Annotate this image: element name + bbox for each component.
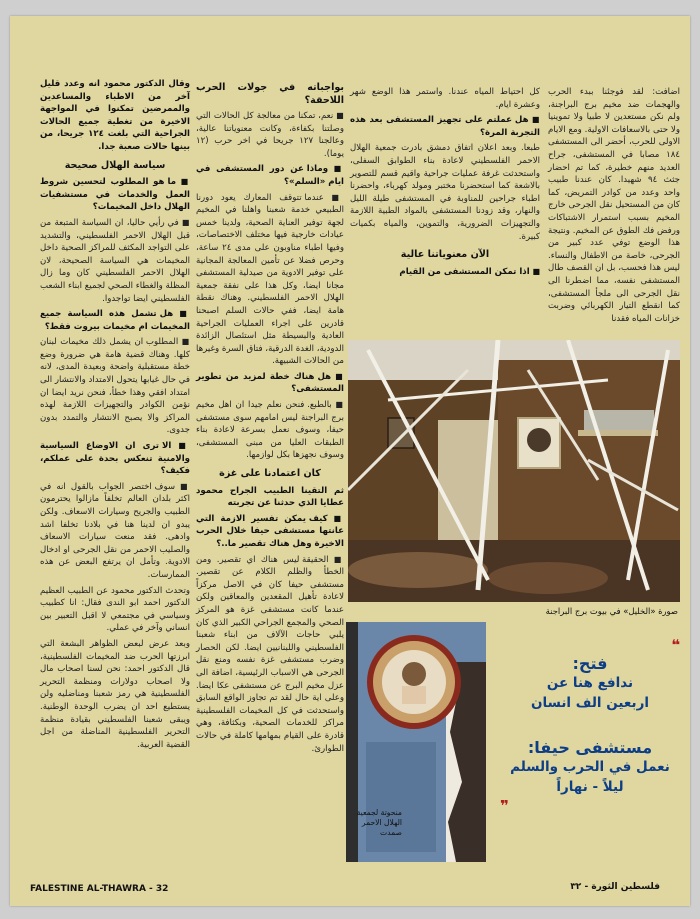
- question-heading: بواجباته في جولات الحرب اللاحقة؟: [196, 82, 344, 106]
- paragraph: اضافت: لقد فوجئنا ببدء الحرب والهجمات ضد مخيم برج البراجنة، ولم نكن مستعدين لا طبيا ولا تموينيا ولا حتى بالاسعافات الاولية. ومع الايام الاولى للحرب، أحضر الى المستشفى ١٨٤ مصابا في المستشفى، جراح العديد منهم خطيرة، كما تم احضار جثث ٩٤ شهيدا. كان عندنا طبيب واحد وعدد من كوادر التمريض، كما كان من المستحيل نقل الجرحى خارج المخيم بسبب استمرار الاشتباكات ورفض فك الطوق عن المخيم. ونتيجة هذا الوضع توفي عدد كبير من الجرحى، خاصة من الاطفال والنساء. ليس هذا فحسب، بل ان القصف طال المستشفى نفسه، مما اضطرنا الى نقل الجرحى الى ملجأ المستشفى، كما انقطع التيار الكهربائي وضربت خزانات المياه فقدنا: [548, 87, 680, 324]
- question: ■ وماذا عن دور المستشفى في ايام «السلم»؟: [196, 164, 345, 187]
- paragraph: ■ عندما تتوقف المعارك يعود دورنا الطبيعي خدمة شعبنا واهلنا في المخيم لجهة توفير العناية الصحية، ولدينا خمس عيادات خارجية فيها مختلف الاختصاصات، وفيها اطباء مناوبون على مدى ٢٤ ساعة، وحرص فضلا عن تأمين المعالجة المجانية على توفير الادوية من صيدلية المستشفى مجانا ايضا، وكل هذا على نفقة جمعية الهلال الاحمر الفلسطيني. وهناك نقطة هامة ايضا، ففي حالات السلم اصبحنا قادرين على اجراء العمليات الجراحية العادية والبسيطة مثل استئصال الزائدة الدودية، الغدة الدرقية، فتاق السرة وغيرها من الحالات الشبيهة.: [196, 192, 345, 367]
- sculpture-caption: منحوتة لجمعية الهلال الاحمر صمدت: [356, 808, 402, 837]
- pull-quote-line: اربعين الف انسان: [531, 695, 649, 711]
- paragraph: ■ في رأيي حاليا، ان السياسة المتبعة من قبل الهلال الاحمر الفلسطيني، والتشديد على التواجد المكثف للمراكز الصحية داخل المخيمات هي السياسة الصحيحة، لان الهلال الاحمر الفلسطيني كان وما زال المظلة والغطاء الصحي لجميع ابناء الشعب الفلسطيني ايضا تواجدوا.: [40, 217, 190, 304]
- article-column-1: [548, 86, 680, 328]
- pull-quote-fatah: [500, 636, 680, 713]
- magazine-page: [10, 16, 690, 906]
- question: ■ كيف يمكن تفسير الازمة التي عانتها مستشفى حيفا خلال الحرب الاخيرة وهل هناك تقصير ما..؟: [196, 513, 345, 549]
- pull-quote-hospital: [500, 738, 680, 815]
- photo-caption: صورة «الخليل» في بيوت برج البراجنة: [545, 606, 678, 616]
- paragraph: وبعد عرض لبعض الظواهر البشعة التي ابرزتها الحرب ضد المخيمات الفلسطينية، قال الدكتور احمد: نحن لسنا اصحاب مال ولا اصحاب دولارات ومنظمة التحرير الفلسطينية هي رمز شعبنا ومناضليه ولن يستطيع احد ان يضرب الوحدة الوطنية. ويبقى شعبنا الفلسطيني بقيادة منظمة التحرير الفلسطينية المناضلة من اجل القضية العربية.: [40, 638, 190, 750]
- question: ■ هل عملتم على تجهيز المستشفى بعد هذه التجربة المرة؟: [350, 115, 540, 138]
- pull-quote-line: ندافع هنا عن: [546, 675, 634, 691]
- subheading: سياسة الهلال صحيحة: [64, 159, 166, 171]
- question: ■ الا ترى ان الاوضاع السياسية والامنية تنعكس بحدة على عملكم، فكيف؟: [40, 441, 190, 477]
- damaged-room-illustration: [348, 340, 680, 602]
- footer-page-label-arabic: فلسطين الثورة - ٣٢: [570, 882, 660, 892]
- question: ■ هل تشمل هذه السياسة جميع المخيمات ام مخيمات بيروت فقط؟: [40, 309, 190, 332]
- quote-mark-icon: ❞: [500, 797, 509, 815]
- pull-quote-line: ليلاً - نهاراً: [556, 779, 624, 795]
- pull-quote-speaker: مستشفى حيفا:: [527, 738, 653, 757]
- question: ■ ما هو المطلوب لتحسين شروط العمل والخدمات في مستشفيات الهلال داخل المخيمات؟: [40, 177, 190, 213]
- subheading: الآن معنوياتنا عالية: [400, 249, 490, 261]
- paragraph: ■ نعم، تمكنا من معالجة كل الحالات التي وصلتنا بكفاءة، وكانت معنوياتنا عالية، وعالجنا ١٢٧ جريحا في اخر حرب (١٢ يوما).: [196, 111, 344, 159]
- pull-quote-line: نعمل في الحرب والسلم: [510, 759, 670, 775]
- paragraph: طبعا. وبعد اعلان اتفاق دمشق بادرت جمعية الهلال الاحمر الفلسطيني لاعادة بناء الطوابق السفلى، واستحدثت غرفة عمليات جراحية واقيم قسم للتصوير بالاشعة كما استحضرنا مختبر ومولد كهرباء، واحضرنا اطباء جراحين للمناوبة في المستشفى طيلة الليل والنهار، وقد زودنا المستشفى بالمواد الطبية اللازمة والتجهيزات الضرورية، والتموين، والمياه بكميات كبيرة.: [350, 143, 540, 242]
- question: ■ اذا تمكن المستشفى من القيام: [399, 266, 540, 277]
- intro-text: ثم التقينا الطبيب الجراح محمود عطايا الذي حدثنا عن تجربته: [196, 485, 344, 509]
- paragraph: كل احتياط المياه عندنا. واستمر هذا الوضع شهر وعشرة ايام.: [350, 87, 540, 110]
- paragraph: ■ سوف اختصر الجواب بالقول انه في اكثر بلدان العالم تخلفاً مازالوا يحترمون الطبيب والجريح وسيارات الاسعاف. ولكن يبدو ان لدينا هنا في بلادنا تخلفا اشد وادهى. فقد منعت سيارات الاسعاف والصليب الاحمر من نقل الجرحى او ادخال الادوية. وتأمل ان يرتفع البعض عن هذه الممارسات.: [40, 481, 190, 580]
- subheading: كان اعتمادنا على غزة: [219, 468, 321, 480]
- question: ■ هل هناك خطة لمزيد من تطوير المستشفى؟: [196, 371, 344, 395]
- article-column-4: [40, 78, 190, 754]
- pull-quote-speaker: فتح:: [572, 654, 608, 673]
- paragraph: ■ الحقيقة ليس هناك اي تقصير. ومن الخطأ والظلم الكلام عن تقصير. مستشفى حيفا كان في الاصل مركزاً لاعادة تأهيل المقعدين والمعاقين ولكن عندما كانت مستشفى غزة هو المركز الصحي والمجمع الجراحي الكبير الذي كان يلبي حاجات الآلاف من ابناء شعبنا الفلسطيني واللبنانيين ايضا. لكن الحصار وضرب مستشفى غزة نفسه ومنع نقل الجرحى هي الاسباب الرئيسية، اضافة الى عزل مخيم البرج عن مستشفى عكا ايضا. وعلى اية حال لقد تم تجاوز الواقع السابق واستحدثت في كل المخيمات الفلسطينية مراكز للخدمات الصحية، وبكثافة، وهي قادرة على القيام بمهامها كاملة في حالات الطوارئ.: [196, 554, 344, 754]
- article-column-2: [350, 86, 540, 281]
- paragraph: وتحدث الدكتور محمود عن الطبيب العظيم الدكتور احمد ابو الندى فقال: انا كطبيب وسياسي في مجتمعي لا اقبل التعبير بين انساني وآخر في عملي.: [40, 585, 190, 634]
- lead-paragraph: وقال الدكتور محمود انه وعدد قليل آخر من الاطباء والمساعدين والممرضين تمكنوا في المواجهة الاخيرة من تغطية جميع الحالات الجراحية التي بلغت ١٢٤ جريحا، من بينها حالات صعبة جدا.: [40, 79, 190, 152]
- footer-page-label-latin: FALESTINE AL-THAWRA - 32: [30, 884, 169, 894]
- damaged-room-photo: [348, 340, 680, 602]
- paragraph: ■ المطلوب ان يشمل ذلك مخيمات لبنان كلها. وهناك قضية هامة هي ضرورة وضع خطة مستقبلية واضحة وبعيدة المدى، لانه في حال غيابها يتحول الامتداد والانتشار الى امتداد افقي وهذا خطأ، فنحن نريد ايضا ان نؤمن الكوادر والتجهيزات اللازمة لهذه المراكز والا يصبح الانتشار والتمدد بدون جدوى.: [40, 337, 190, 436]
- article-column-3: [196, 78, 344, 758]
- quote-mark-icon: ❝: [671, 636, 680, 654]
- paragraph: ■ بالطبع. فنحن نعلم جيدا ان اهل مخيم برج البراجنة ليس امامهم سوى مستشفى حيفا، وسوف نعمل بسرعة لاعادة بناء الطبقات العليا من مبنى المستشفى، وسوف نجهزها بكل لوازمها.: [196, 400, 344, 461]
